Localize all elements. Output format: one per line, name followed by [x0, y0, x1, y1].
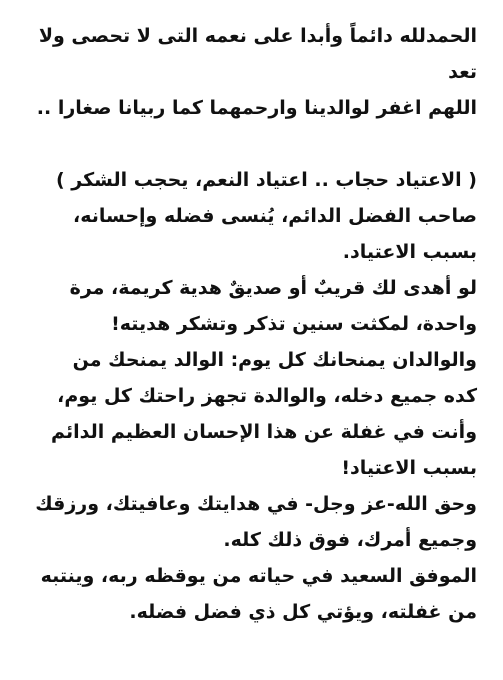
text-line: والوالدان يمنحانك كل يوم: الوالد يمنحك من — [72, 349, 477, 371]
text-line: الموفق السعيد في حياته من يوقظه ربه، وينتبه — [40, 565, 477, 587]
post-text — [18, 18, 477, 630]
text-line: وحق الله-عز وجل- في هدايتك وعافيتك، ورزقك — [35, 493, 477, 515]
text-line: وجميع أمرك، فوق ذلك كله. — [223, 529, 477, 551]
text-line: لو أهدى لك قريبٌ أو صديقٌ هدية كريمة، مرة — [69, 277, 477, 299]
text-line: بسبب الاعتياد. — [342, 241, 477, 263]
paragraph-spacer — [18, 126, 477, 162]
text-line: الحمدلله دائماً وأبدا على نعمه التى لا تحصى ولا — [38, 25, 477, 47]
text-line: تعد — [448, 61, 477, 83]
text-line: اللهم اغفر لوالدينا وارحمهما كما ربيانا صغارا .. — [36, 97, 477, 119]
text-line: كده جميع دخله، والوالدة تجهز راحتك كل يوم، — [57, 385, 477, 407]
text-line: من غفلته، ويؤتي كل ذي فضل فضله. — [129, 601, 477, 623]
text-line: بسبب الاعتياد! — [341, 457, 477, 479]
text-line: صاحب الفضل الدائم، يُنسى فضله وإحسانه، — [72, 205, 477, 227]
text-line: ( الاعتياد حجاب .. اعتياد النعم، يحجب الشكر ) — [56, 169, 477, 191]
text-line: وأنت في غفلة عن هذا الإحسان العظيم الدائم — [51, 421, 477, 443]
text-line: واحدة، لمكثت سنين تذكر وتشكر هديته! — [111, 313, 477, 335]
